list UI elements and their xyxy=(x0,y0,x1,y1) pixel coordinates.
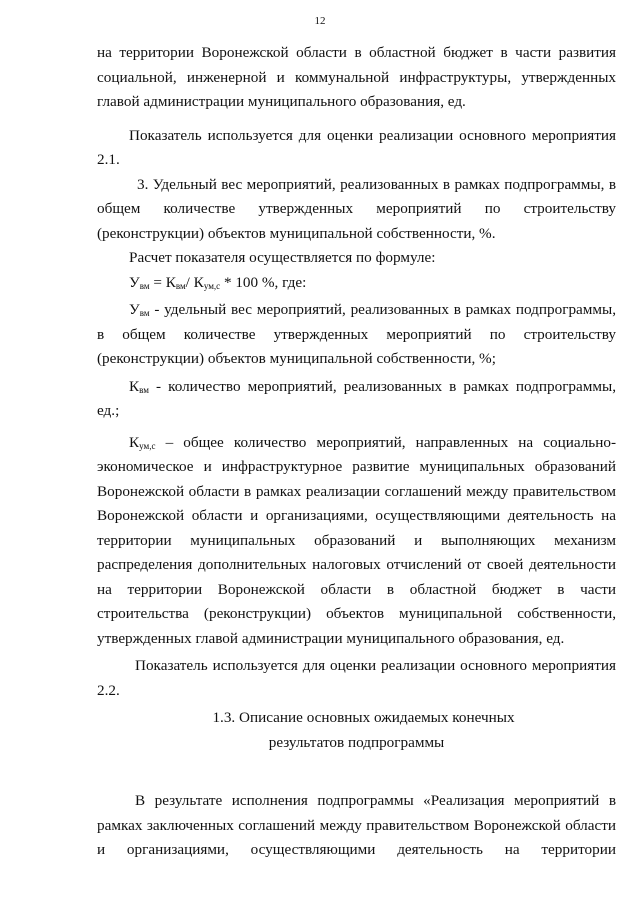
formula-part: У xyxy=(129,273,140,291)
definition-text: - количество мероприятий, реализованных в рамках подпрограммы, xyxy=(148,377,616,395)
formula-part: / К xyxy=(185,273,204,291)
formula-subscript: вм xyxy=(175,280,186,291)
symbol: К xyxy=(129,377,140,395)
paragraph-line: В результате исполнения подпрограммы «Реализация мероприятий в xyxy=(135,792,616,809)
paragraph-line: на территории Воронежской области в областной бюджет в части развития xyxy=(97,44,616,61)
paragraph-line: утвержденных главой администрации муниципального образования, ед. xyxy=(97,629,565,647)
paragraph-line: Воронежской области в рамках реализации соглашений между правительством xyxy=(97,482,616,500)
paragraph-line: в общем количестве утвержденных мероприятий по строительству xyxy=(97,325,616,343)
paragraph-line: общем количестве утвержденных мероприятий по строительству xyxy=(97,200,616,217)
paragraph-line: на территории Воронежской области в областной бюджет в части xyxy=(97,580,616,598)
page-number: 12 xyxy=(314,15,326,27)
paragraph-line: распределения дополнительных налоговых отчислений от своей деятельности xyxy=(97,556,616,573)
paragraph-line: 2.1. xyxy=(97,151,120,168)
paragraph-line: Воронежской области и организациями, осуществляющими деятельность на xyxy=(97,507,616,524)
symbol-subscript: вм xyxy=(139,308,150,318)
paragraph-line: экономическое и инфраструктурное развитие муниципальных образований xyxy=(97,458,616,475)
definition-line xyxy=(97,431,616,456)
definition-line xyxy=(97,375,616,400)
formula-part: * 100 %, где: xyxy=(220,273,307,291)
paragraph-line: 2.2. xyxy=(97,681,120,699)
definition-text: - удельный вес мероприятий, реализованных в рамках подпрограммы, xyxy=(149,301,616,318)
symbol-subscript: ум,с xyxy=(139,440,156,451)
formula-subscript: вм xyxy=(139,280,150,291)
paragraph-line: (реконструкции) объектов муниципальной собственности, %; xyxy=(97,350,496,367)
document-body xyxy=(97,41,616,863)
paragraph-line: 3. Удельный вес мероприятий, реализованных в рамках подпрограммы, в xyxy=(137,175,616,193)
spacer xyxy=(97,755,616,789)
paragraph-line: рамках заключенных соглашений между правительством Воронежской области xyxy=(97,816,616,834)
formula-part: = К xyxy=(149,273,176,291)
paragraph-line: Расчет показателя осуществляется по формуле: xyxy=(129,249,436,266)
paragraph-line: территории муниципальных образований и выполняющих механизм xyxy=(97,531,616,549)
paragraph-line: Показатель используется для оценки реализации основного мероприятия xyxy=(129,126,616,144)
formula-subscript: ум,с xyxy=(203,280,221,291)
section-heading xyxy=(97,706,616,755)
paragraph-line: Показатель используется для оценки реализации основного мероприятия xyxy=(135,657,616,674)
paragraph-line: и организациями, осуществляющими деятельность на территории xyxy=(97,841,616,858)
symbol: К xyxy=(129,433,140,451)
paragraph-line: (реконструкции) объектов муниципальной собственности, %. xyxy=(97,224,496,242)
symbol: У xyxy=(129,301,140,318)
paragraph-line: ед.; xyxy=(97,402,120,419)
definition-line xyxy=(97,298,616,323)
definition-text: – общее количество мероприятий, направленных на социально- xyxy=(155,433,616,451)
symbol-subscript: вм xyxy=(139,384,149,395)
section-heading-line: 1.3. Описание основных ожидаемых конечных xyxy=(212,709,515,726)
formula xyxy=(97,271,616,296)
paragraph-line: строительства (реконструкции) объектов муниципальной собственности, xyxy=(97,605,616,622)
section-heading-line: результатов подпрограммы xyxy=(268,733,445,751)
paragraph-line: социальной, инженерной и коммунальной инфраструктуры, утвержденных xyxy=(97,68,616,86)
paragraph-line: главой администрации муниципального образования, ед. xyxy=(97,93,466,110)
